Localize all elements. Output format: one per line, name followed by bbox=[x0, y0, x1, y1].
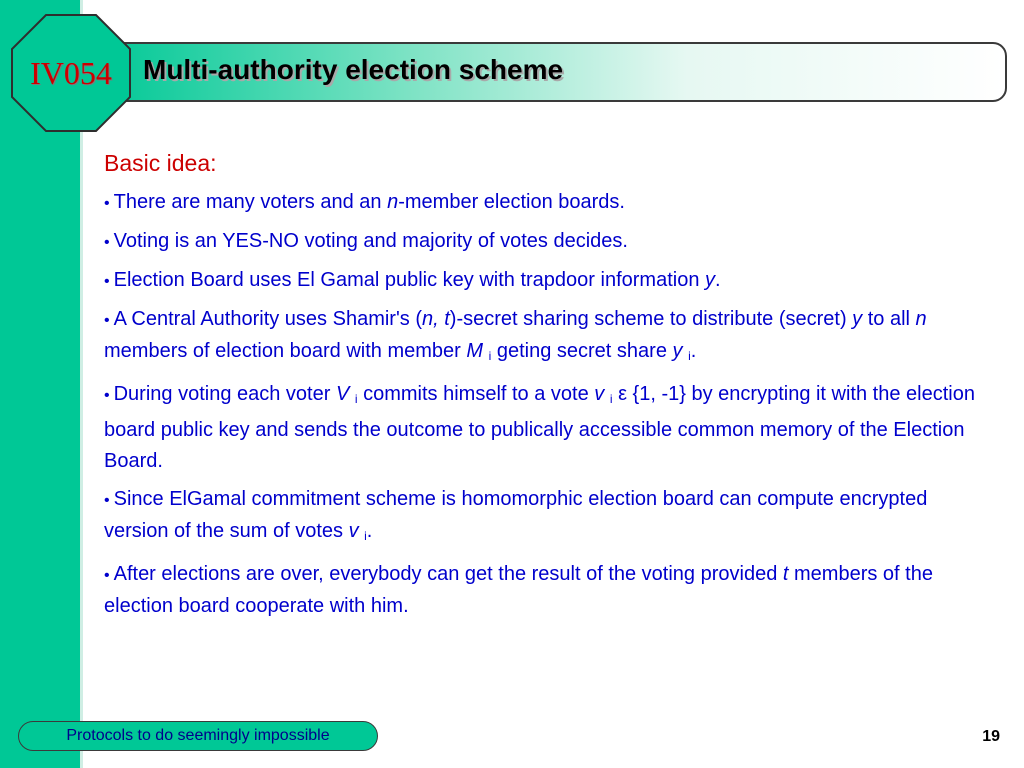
bullet-dot: • bbox=[104, 567, 110, 584]
bullet-dot: • bbox=[104, 387, 110, 404]
page-number: 19 bbox=[982, 728, 1000, 745]
slide-content bbox=[104, 150, 994, 629]
bullet-2: • Voting is an YES-NO voting and majority of votes decides. bbox=[104, 230, 628, 252]
bullet-dot: • bbox=[104, 234, 110, 251]
bullet-4: • A Central Authority uses Shamir's (n, t)-secret sharing scheme to distribute (secret) y to all n members of election board with member M $_i$ geting secret share y $_i$. bbox=[104, 308, 927, 363]
bullet-6: • Since ElGamal commitment scheme is homomorphic election board can compute encrypted version of the sum of votes v $_i$. bbox=[104, 488, 928, 543]
bullet-5: • During voting each voter V $_i$ commits himself to a vote v $_i$ ε {1, -1} by encrypting it with the election board public key and sends the outcome to publically accessible common memory of the Election Board. bbox=[104, 383, 975, 472]
bullet-1: • There are many voters and an n-member election boards. bbox=[104, 191, 625, 213]
bullet-3: • Election Board uses El Gamal public key with trapdoor information y. bbox=[104, 269, 721, 291]
slide-title: Multi-authority election scheme bbox=[143, 54, 564, 85]
bullet-7: • After elections are over, everybody can get the result of the voting provided t members of the election board cooperate with him. bbox=[104, 563, 933, 617]
bullet-dot: • bbox=[104, 492, 110, 509]
section-heading: Basic idea: bbox=[104, 150, 217, 176]
bullet-dot: • bbox=[104, 195, 110, 212]
footer-lecture-title: Protocols to do seemingly impossible bbox=[18, 721, 378, 751]
bullet-dot: • bbox=[104, 273, 110, 290]
bullet-dot: • bbox=[104, 312, 110, 329]
course-code: IV054 bbox=[30, 54, 112, 91]
